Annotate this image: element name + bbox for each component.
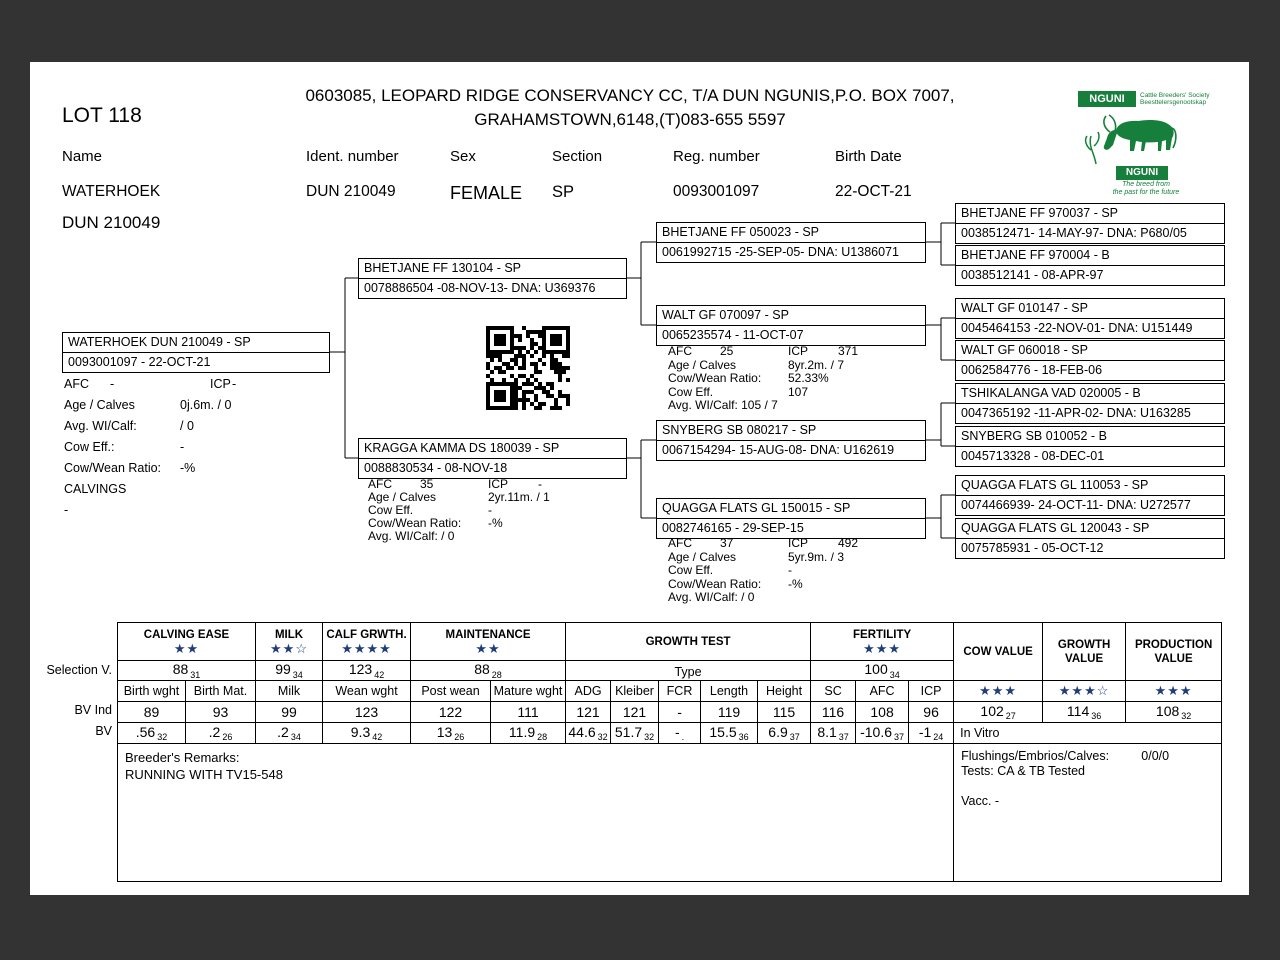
field-value-2: FEMALE [450, 183, 523, 203]
bv-ind-cell: 122 [411, 702, 491, 723]
field-value-1: DUN 210049 [306, 183, 396, 200]
bv-accuracy: 32 [597, 732, 608, 743]
selection-value-cell [566, 661, 811, 681]
group-title: GROWTH TEST [645, 635, 731, 648]
stat-cell: 107 [788, 385, 809, 399]
field-value-5: 22-OCT-21 [835, 183, 912, 200]
animal-name: KRAGGA KAMMA DS 180039 - SP [359, 439, 626, 459]
pedigree-box-sire [358, 258, 627, 299]
bv-accuracy: 37 [838, 732, 849, 743]
value-group-index-cell [1043, 702, 1126, 723]
bv-value: - [674, 723, 680, 740]
sub-header-cell: Mature wght [491, 681, 566, 702]
bv-accuracy: 37 [789, 732, 800, 743]
bv-value: 44.6 [568, 723, 596, 740]
pedigree-box-gen4-2 [955, 298, 1225, 339]
animal-registration: 0047365192 -11-APR-02- DNA: U163285 [961, 406, 1191, 420]
stat-row [368, 517, 628, 530]
pedigree-box-dam [358, 438, 627, 479]
bv-value: 8.1 [817, 723, 837, 740]
animal-name: BHETJANE FF 970037 - SP [956, 204, 1224, 224]
bv-accuracy: 37 [894, 732, 905, 743]
bv-cell [611, 723, 659, 744]
bv-accuracy: 32 [157, 732, 168, 743]
stat-row [668, 345, 928, 359]
bv-cell [909, 723, 954, 744]
stat-cell: Avg. WI/Calf: / 0 [668, 591, 755, 604]
value-group-title: PRODUCTION VALUE [1134, 638, 1213, 665]
stat-cell: -% [488, 517, 503, 530]
stat-cell: 0j.6m. / 0 [180, 398, 232, 412]
sub-header-cell: Length [701, 681, 758, 702]
bv-ind-cell: 89 [118, 702, 186, 723]
field-label-1: Ident. number [306, 148, 399, 165]
value-group-stars: ★★★ [1126, 681, 1222, 702]
stat-cell: CALVINGS [64, 482, 127, 496]
bv-cell [659, 723, 701, 744]
repro-info-cell [954, 744, 1222, 882]
bv-value: 6.9 [768, 723, 788, 740]
selection-value: 88 [172, 661, 189, 678]
selection-type-label: Type [674, 664, 702, 679]
stat-row [668, 551, 928, 565]
bv-accuracy: 26 [222, 732, 233, 743]
bv-cell [411, 723, 491, 744]
bv-value: .2 [208, 723, 221, 740]
stat-cell: - [538, 478, 542, 491]
breeders-remarks-cell [118, 744, 954, 882]
stat-cell: 52.33% [788, 372, 829, 385]
flushings-row [961, 749, 1214, 764]
animal-name: BHETJANE FF 130104 - SP [359, 259, 626, 279]
selection-accuracy: 31 [190, 669, 201, 680]
animal-name: BHETJANE FF 050023 - SP [657, 223, 925, 243]
stat-cell: 37 [720, 537, 734, 550]
animal-name: WATERHOEK DUN 210049 - SP [63, 333, 329, 353]
stat-cell: Cow/Wean Ratio: [668, 577, 762, 591]
index-value: 102 [980, 702, 1004, 719]
breeder-address [190, 84, 1070, 132]
frame-bottom-bar [0, 895, 1280, 960]
animal-name: BHETJANE FF 970004 - B [956, 246, 1224, 266]
animal-registration: 0075785931 - 05-OCT-12 [961, 541, 1104, 555]
pedigree-box-gen4-0 [955, 203, 1225, 244]
sub-header-cell: Milk [256, 681, 323, 702]
bv-value: 51.7 [614, 723, 643, 740]
stat-cell: 492 [838, 537, 859, 550]
animal-name: QUAGGA FLATS GL 120043 - SP [956, 519, 1224, 539]
stat-cell: - [180, 440, 185, 454]
animal-name: WALT GF 070097 - SP [657, 306, 925, 326]
animal-name: QUAGGA FLATS GL 110053 - SP [956, 476, 1224, 496]
group-header [323, 623, 411, 661]
bv-ind-cell: 99 [256, 702, 323, 723]
stat-cell: AFC [668, 537, 692, 550]
bv-ind-cell: - [659, 702, 701, 723]
bv-cell [566, 723, 611, 744]
bv-value: .2 [277, 723, 289, 740]
selection-value: 99 [275, 661, 291, 678]
value-group-index-cell [954, 702, 1043, 723]
selection-value-cell [256, 661, 323, 681]
selection-value: 100 [864, 661, 888, 678]
stat-cell: Avg. WI/Calf: 105 / 7 [668, 399, 778, 412]
stat-cell: AFC [64, 377, 89, 391]
bv-cell [701, 723, 758, 744]
selection-value-cell [118, 661, 256, 681]
sub-header-cell: FCR [659, 681, 701, 702]
stat-row [668, 386, 928, 400]
bv-cell [491, 723, 566, 744]
stat-cell: ICP [788, 537, 809, 550]
bv-ind-cell: 121 [611, 702, 659, 723]
pedigree-box-gen4-5 [955, 426, 1225, 467]
bv-ind-cell: 119 [701, 702, 758, 723]
frame-top-bar [0, 0, 1280, 62]
animal-name: WALT GF 010147 - SP [956, 299, 1224, 319]
group-stars: ★★ [475, 641, 501, 656]
stat-cell: / 0 [180, 419, 194, 433]
nguni-logo-banner-top: NGUNI [1078, 91, 1136, 107]
stat-cell: Cow Eff. [368, 504, 414, 517]
value-group-title: COW VALUE [963, 645, 1033, 658]
animal-registration: 0062584776 - 18-FEB-06 [961, 363, 1103, 377]
group-stars: ★★☆ [270, 641, 308, 656]
selection-accuracy: 34 [889, 669, 900, 680]
group-header [256, 623, 323, 661]
animal-registration: 0078886504 -08-NOV-13- DNA: U369376 [364, 281, 596, 295]
group-header [411, 623, 566, 661]
stat-cell: ICP [488, 478, 509, 491]
selection-accuracy: 42 [374, 669, 385, 680]
animal-registration: 0038512141 - 08-APR-97 [961, 268, 1104, 282]
remarks-text: RUNNING WITH TV15-548 [125, 767, 283, 782]
selection-value: 88 [474, 661, 490, 678]
bv-accuracy: 36 [738, 732, 749, 743]
bv-cell [186, 723, 256, 744]
animal-registration: 0061992715 -25-SEP-05- DNA: U1386071 [662, 245, 899, 259]
animal-registration: 0067154294- 15-AUG-08- DNA: U162619 [662, 443, 895, 457]
stat-row [668, 399, 928, 413]
stat-cell: - [110, 377, 115, 391]
bv-accuracy: 28 [537, 732, 548, 743]
bv-cell [323, 723, 411, 744]
walt-stats [668, 345, 928, 413]
sub-header-cell: Post wean [411, 681, 491, 702]
lot-number: LOT 118 [62, 104, 142, 127]
bv-accuracy: 24 [933, 732, 944, 743]
pedigree-box-gen3-3 [656, 498, 926, 539]
nguni-logo [1078, 88, 1212, 196]
stat-row [668, 591, 928, 605]
bv-value: .56 [135, 723, 156, 740]
stat-cell: AFC [668, 345, 692, 358]
field-label-2: Sex [450, 148, 476, 165]
index-value: 108 [1155, 702, 1180, 719]
group-stars: ★★ [173, 641, 200, 656]
group-title: MAINTENANCE [445, 629, 531, 641]
group-title: MILK [274, 629, 304, 641]
stat-row [64, 374, 332, 395]
sub-header-cell: ICP [909, 681, 954, 702]
subject-stats [64, 374, 332, 521]
frame-left-bar [0, 0, 30, 960]
bv-accuracy: 34 [290, 732, 301, 743]
animal-registration: 0065235574 - 11-OCT-07 [662, 328, 804, 342]
bv-cell [856, 723, 909, 744]
selection-value: 123 [348, 661, 373, 678]
animal-registration: 0074466939- 24-OCT-11- DNA: U272577 [961, 498, 1191, 512]
breeder-address-line2: GRAHAMSTOWN,6148,(T)083-655 5597 [474, 110, 786, 129]
field-label-5: Birth Date [835, 148, 902, 165]
vacc-line: Vacc. - [961, 794, 1000, 808]
pedigree-box-gen4-4 [955, 383, 1225, 424]
pedigree-box-gen4-7 [955, 518, 1225, 559]
stat-row [668, 537, 928, 551]
stat-cell: Age / Calves [368, 491, 437, 504]
selection-accuracy: 34 [292, 669, 303, 680]
sub-header-cell: ADG [566, 681, 611, 702]
sub-header-cell: SC [811, 681, 856, 702]
sub-header-cell: Kleiber [611, 681, 659, 702]
animal-registration: 0045713328 - 08-DEC-01 [961, 449, 1105, 463]
group-title: CALF GRWTH. [326, 629, 407, 641]
tagline-line1: The breed from [1122, 181, 1170, 188]
flushings-label: Flushings/Embrios/Calves: [961, 749, 1110, 763]
value-group-index-cell [1126, 702, 1222, 723]
group-title: CALVING EASE [143, 629, 230, 641]
stat-row [64, 500, 332, 521]
stat-cell: Avg. WI/Calf: [64, 419, 137, 433]
animal-name: TSHIKALANGA VAD 020005 - B [956, 384, 1224, 404]
nguni-logo-banner-bottom: NGUNI [1116, 166, 1168, 180]
stat-cell: 8yr.2m. / 7 [788, 358, 845, 372]
sub-header-cell: AFC [856, 681, 909, 702]
stat-cell: Cow Eff. [668, 385, 714, 399]
breeder-address-line1: 0603085, LEOPARD RIDGE CONSERVANCY CC, T/A DUN NGUNIS,P.O. BOX 7007, [305, 86, 955, 105]
bv-value: 15.5 [709, 723, 737, 740]
frame-right-bar [1249, 0, 1280, 960]
bv-cell [256, 723, 323, 744]
stat-row [64, 395, 332, 416]
bv-value: 9.3 [350, 723, 371, 740]
stat-cell: ICP [210, 377, 231, 391]
stat-cell: 2yr.11m. / 1 [488, 491, 550, 504]
index-accuracy: 36 [1091, 711, 1102, 722]
animal-name: SNYBERG SB 010052 - B [956, 427, 1224, 447]
stat-cell: Cow Eff.: [64, 440, 115, 454]
field-value-0: WATERHOEK [62, 183, 161, 200]
nguni-logo-society-text [1140, 92, 1210, 106]
remarks-title: Breeder's Remarks: [125, 750, 240, 765]
value-group-header [1043, 623, 1126, 681]
stat-cell: Cow/Wean Ratio: [64, 461, 162, 475]
stat-cell: 35 [420, 478, 434, 491]
spacer [961, 779, 1214, 794]
nguni-bull-icon [1080, 110, 1210, 168]
stat-cell: Cow/Wean Ratio: [368, 517, 462, 530]
field-value2-0: DUN 210049 [62, 213, 161, 232]
bv-ind-cell: 93 [186, 702, 256, 723]
qr-code-image [482, 322, 574, 414]
dam-stats [368, 478, 628, 543]
stat-cell: -% [180, 461, 196, 475]
index-value: 114 [1066, 702, 1090, 719]
in-vitro-cell: In Vitro [954, 723, 1222, 744]
stat-cell: 371 [838, 345, 859, 358]
group-header [811, 623, 954, 661]
tagline-line2: the past for the future [1112, 189, 1180, 196]
row-label-2: BV [95, 724, 112, 738]
stat-cell: Cow Eff. [668, 564, 714, 577]
pedigree-box-gen4-3 [955, 340, 1225, 381]
stat-cell: - [488, 504, 492, 517]
field-label-4: Reg. number [673, 148, 760, 165]
bv-accuracy: 42 [372, 732, 383, 743]
field-value-3: SP [552, 183, 575, 201]
pedigree-box-gen4-6 [955, 475, 1225, 516]
bv-cell [811, 723, 856, 744]
stat-row [64, 458, 332, 479]
sub-header-cell: Wean wght [323, 681, 411, 702]
stat-row [368, 530, 628, 543]
stat-row [668, 359, 928, 373]
bv-accuracy: . [681, 732, 685, 743]
animal-registration: 0093001097 - 22-OCT-21 [68, 355, 211, 369]
breeding-values-table [117, 622, 1222, 882]
stat-cell: - [64, 503, 69, 517]
tests-line: Tests: CA & TB Tested [961, 764, 1085, 778]
stat-cell: 25 [720, 345, 734, 358]
stat-cell: ICP [788, 345, 809, 358]
selection-value-cell [323, 661, 411, 681]
group-title: FERTILITY [853, 629, 912, 641]
stat-cell: Age / Calves [668, 550, 737, 564]
stat-row [368, 491, 628, 504]
bv-ind-cell: 108 [856, 702, 909, 723]
stat-row [668, 578, 928, 592]
selection-value-cell [811, 661, 954, 681]
society-line1: Cattle Breeders' Society [1140, 92, 1210, 99]
bv-accuracy: 26 [454, 732, 465, 743]
stat-cell: Age / Calves [64, 398, 135, 412]
pedigree-box-gen3-2 [656, 420, 926, 461]
row-label-1: BV Ind [74, 703, 112, 717]
animal-name: SNYBERG SB 080217 - SP [657, 421, 925, 441]
stat-cell: - [232, 377, 237, 391]
bv-cell [758, 723, 811, 744]
value-group-header [1126, 623, 1222, 681]
nguni-logo-tagline [1092, 181, 1200, 197]
sub-header-cell: Birth wght [118, 681, 186, 702]
value-group-title: GROWTH VALUE [1057, 638, 1111, 665]
society-line2: Beesttelersgenootskap [1140, 99, 1207, 106]
bv-ind-cell: 123 [323, 702, 411, 723]
field-value-4: 0093001097 [673, 183, 760, 200]
index-accuracy: 27 [1005, 711, 1016, 722]
selection-accuracy: 28 [491, 669, 502, 680]
stat-row [368, 504, 628, 517]
animal-registration: 0088830534 - 08-NOV-18 [364, 461, 508, 475]
bv-ind-cell: 111 [491, 702, 566, 723]
bv-value: 11.9 [508, 723, 536, 740]
stat-cell: Age / Calves [668, 358, 737, 372]
selection-value-cell [411, 661, 566, 681]
group-header [118, 623, 256, 661]
bv-value: -10.6 [860, 723, 893, 740]
pedigree-box-gen3-1 [656, 305, 926, 346]
stat-cell: -% [788, 577, 803, 591]
stat-cell: Avg. WI/Calf: / 0 [368, 530, 455, 543]
flushings-value: 0/0/0 [1141, 749, 1170, 763]
stat-row [668, 564, 928, 578]
value-group-stars: ★★★☆ [1043, 681, 1126, 702]
qr-code [482, 322, 574, 419]
group-stars: ★★★★ [341, 641, 392, 656]
bv-cell [118, 723, 186, 744]
bv-ind-cell: 96 [909, 702, 954, 723]
quagga-stats [668, 537, 928, 605]
bv-value: 13 [436, 723, 453, 740]
pedigree-box-gen3-0 [656, 222, 926, 263]
stat-row [64, 479, 332, 500]
group-stars: ★★★ [863, 641, 902, 656]
stat-cell: AFC [368, 478, 392, 491]
stat-row [368, 478, 628, 491]
field-label-0: Name [62, 148, 103, 165]
animal-name: WALT GF 060018 - SP [956, 341, 1224, 361]
animal-registration: 0038512471- 14-MAY-97- DNA: P680/05 [961, 226, 1187, 240]
stat-row [64, 416, 332, 437]
sub-header-cell: Height [758, 681, 811, 702]
stat-row [64, 437, 332, 458]
pedigree-box-gen4-1 [955, 245, 1225, 286]
animal-name: QUAGGA FLATS GL 150015 - SP [657, 499, 925, 519]
stat-cell: 5yr.9m. / 3 [788, 550, 845, 564]
stat-cell: - [788, 564, 792, 577]
stat-cell: Cow/Wean Ratio: [668, 372, 762, 385]
stat-row [668, 372, 928, 386]
bv-ind-cell: 121 [566, 702, 611, 723]
index-accuracy: 32 [1181, 711, 1192, 722]
bv-value: -1 [918, 723, 932, 740]
bv-accuracy: 32 [644, 732, 655, 743]
group-header [566, 623, 811, 661]
row-label-0: Selection V. [46, 663, 112, 677]
bv-ind-cell: 115 [758, 702, 811, 723]
pedigree-box-subject [62, 332, 330, 373]
bv-ind-cell: 116 [811, 702, 856, 723]
field-label-3: Section [552, 148, 603, 165]
value-group-stars: ★★★ [954, 681, 1043, 702]
sub-header-cell: Birth Mat. [186, 681, 256, 702]
value-group-header [954, 623, 1043, 681]
animal-registration: 0045464153 -22-NOV-01- DNA: U151449 [961, 321, 1193, 335]
animal-registration: 0082746165 - 29-SEP-15 [662, 521, 804, 535]
